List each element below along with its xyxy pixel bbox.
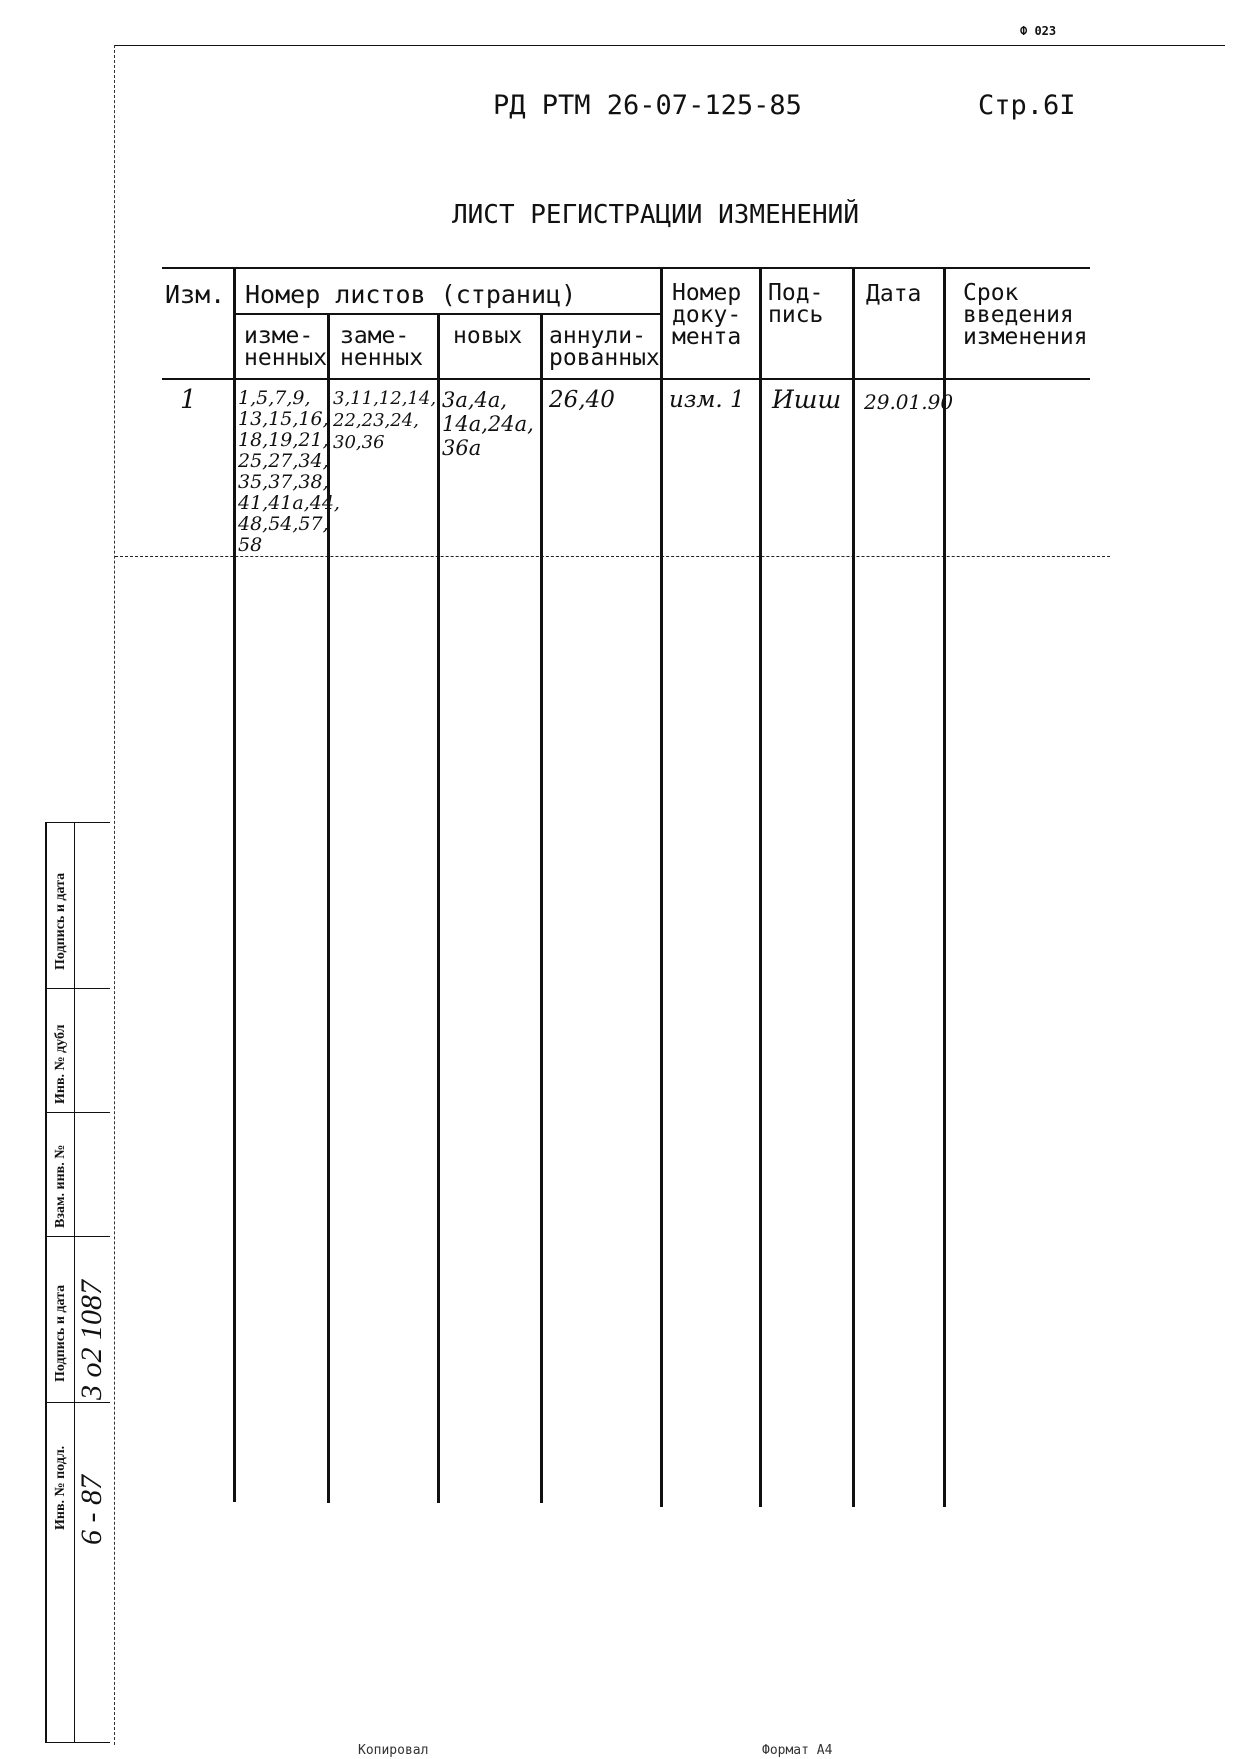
header-bottom-rule xyxy=(162,378,1090,380)
subheader-rule xyxy=(236,313,660,315)
stamp-value-inv: 6 - 87 xyxy=(75,1475,108,1545)
stamp-label-sign-date-bottom: Подпись и дата xyxy=(53,1284,68,1382)
row-new: 3a,4a, 14a,24a, 36a xyxy=(442,388,534,460)
row-izm: 1 xyxy=(180,385,197,415)
header-annulled: аннули- рованных xyxy=(549,323,660,371)
stamp-sep-2 xyxy=(45,1112,110,1113)
table-top-rule xyxy=(162,267,1090,269)
footer-format: Формат А4 xyxy=(762,1743,833,1758)
row-changed: 1,5,7,9, 13,15,16, 18,19,21, 25,27,34, 35,37,38, 41,41a,44, 48,54,57, 58 xyxy=(238,387,340,556)
stamp-label-sign-date-top: Подпись и дата xyxy=(53,872,68,970)
row-replaced: 3,11,12,14, 22,23,24, 30,36 xyxy=(333,388,437,453)
col-divider-6 xyxy=(759,267,762,1507)
corner-mark: Ф 023 xyxy=(1020,24,1057,38)
stamp-value-sign-date: 3 о2 1087 xyxy=(75,1280,108,1400)
header-new: новых xyxy=(453,323,523,349)
stamp-sep-3 xyxy=(45,1236,110,1237)
page-number: Стр.6I xyxy=(978,90,1076,121)
header-replaced: заме- ненных xyxy=(340,323,424,371)
stamp-line-outer xyxy=(45,822,47,1742)
header-term: Срок введения изменения xyxy=(963,280,1088,350)
left-border xyxy=(114,45,115,1745)
top-border xyxy=(115,45,1225,46)
stamp-label-inv-podl: Инв. № подл. xyxy=(53,1445,68,1530)
col-divider-7 xyxy=(852,267,855,1507)
row-bottom-rule xyxy=(115,556,1110,557)
stamp-sep-4 xyxy=(45,1402,110,1403)
stamp-sep-5 xyxy=(45,1742,110,1743)
stamp-label-vzam-inv: Взам. инв. № xyxy=(53,1144,68,1228)
stamp-sep-1 xyxy=(45,988,110,989)
doc-code: РД РТМ 26-07-125-85 xyxy=(493,90,802,121)
col-divider-1 xyxy=(233,267,236,1502)
footer-copied: Копировал xyxy=(358,1743,429,1758)
header-sheet-numbers: Номер листов (страниц) xyxy=(245,280,577,309)
header-changed: изме- ненных xyxy=(244,323,328,371)
col-divider-4 xyxy=(540,313,543,1503)
header-doc-number: Номер доку- мента xyxy=(672,280,742,350)
row-doc-number: изм. 1 xyxy=(669,387,745,413)
page-title: ЛИСТ РЕГИСТРАЦИИ ИЗМЕНЕНИЙ xyxy=(452,200,859,230)
row-annulled: 26,40 xyxy=(549,387,615,413)
col-divider-8 xyxy=(943,267,946,1507)
header-date: Дата xyxy=(866,281,922,307)
row-signature: Ишш xyxy=(772,385,842,414)
col-divider-3 xyxy=(437,313,440,1503)
row-date: 29.01.90 xyxy=(864,390,954,414)
header-signature: Под- пись xyxy=(768,280,824,328)
stamp-sep-0 xyxy=(45,822,110,823)
col-divider-5 xyxy=(660,267,663,1507)
header-izm: Изм. xyxy=(165,280,226,309)
stamp-label-inv-dubl: Инв. № дубл xyxy=(53,1024,68,1104)
